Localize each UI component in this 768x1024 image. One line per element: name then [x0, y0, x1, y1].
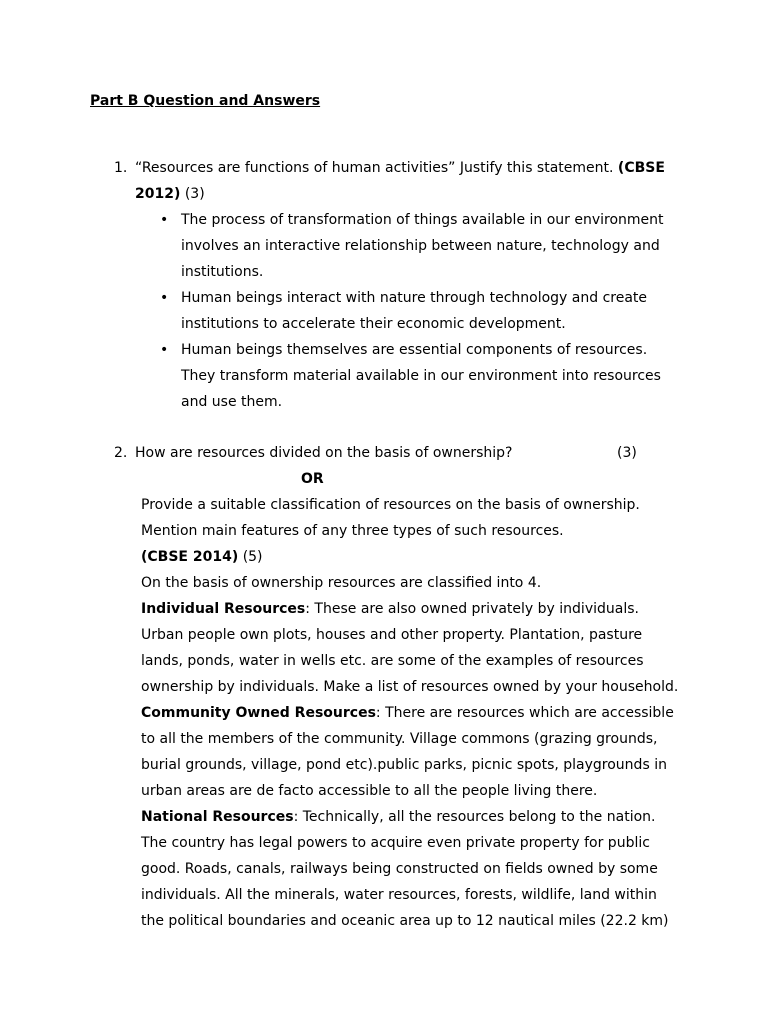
community-resources-line-1 [141, 704, 674, 722]
answer-1-bullet-1-line-3: institutions. [181, 264, 264, 280]
national-resources-title: National Resources [141, 809, 294, 825]
national-resources-line-5: the political boundaries and oceanic area up to 12 nautical miles (22.2 km) [141, 913, 669, 929]
answer-1-bullet-2-line-1: Human beings interact with nature through technology and create [181, 290, 648, 306]
national-resources-text: : Technically, all the resources belong to the nation. [293, 809, 656, 825]
bullet-icon: • [160, 342, 169, 358]
community-resources-title: Community Owned Resources [141, 705, 376, 721]
answer-1-bullet-1-line-2: involves an interactive relationship between nature, technology and [181, 238, 660, 254]
answer-2-intro: On the basis of ownership resources are classified into 4. [141, 575, 542, 591]
individual-resources-title: Individual Resources [141, 601, 306, 617]
question-2-number: 2. [114, 445, 128, 461]
page-heading: Part B Question and Answers [90, 93, 321, 109]
answer-1-bullet-3-line-2: They transform material available in our environment into resources [181, 368, 661, 384]
question-2-alt-line-2: Mention main features of any three types of such resources. [141, 523, 564, 539]
question-2-marks: (3) [617, 445, 637, 461]
individual-resources-line-3: lands, ponds, water in wells etc. are some of the examples of resources [141, 653, 644, 669]
individual-resources-line-1 [141, 600, 639, 618]
bullet-icon: • [160, 290, 169, 306]
question-2-source: (CBSE 2014) [141, 549, 239, 565]
or-divider: OR [301, 471, 324, 487]
individual-resources-line-2: Urban people own plots, houses and other property. Plantation, pasture [141, 627, 643, 643]
community-resources-line-4: urban areas are de facto accessible to all the people living there. [141, 783, 598, 799]
answer-1-bullet-3-line-1: Human beings themselves are essential components of resources. [181, 342, 648, 358]
question-1-source-b: 2012) [135, 186, 181, 202]
question-1-number: 1. [114, 160, 128, 176]
question-2-source-marks: (5) [242, 549, 263, 565]
question-2-alt-line-1: Provide a suitable classification of resources on the basis of ownership. [141, 497, 640, 513]
national-resources-line-3: good. Roads, canals, railways being constructed on fields owned by some [141, 861, 658, 877]
community-resources-line-2: to all the members of the community. Village commons (grazing grounds, [141, 731, 658, 747]
question-2-prompt: How are resources divided on the basis of ownership? [135, 445, 513, 461]
question-1-source-a: (CBSE [617, 160, 665, 176]
question-1-marks: (3) [184, 186, 205, 202]
question-1-prompt: “Resources are functions of human activities” Justify this statement. [135, 160, 614, 176]
question-2-source-line [141, 548, 263, 566]
individual-resources-text: : These are also owned privately by individuals. [305, 601, 639, 617]
answer-1-bullet-1-line-1: The process of transformation of things available in our environment [181, 212, 664, 228]
answer-1-bullet-3-line-3: and use them. [181, 394, 283, 410]
national-resources-line-4: individuals. All the minerals, water resources, forests, wildlife, land within [141, 887, 657, 903]
question-1-text-cont [135, 185, 205, 203]
national-resources-line-1 [141, 808, 655, 826]
community-resources-text: : There are resources which are accessible [375, 705, 674, 721]
individual-resources-line-4: ownership by individuals. Make a list of resources owned by your household. [141, 679, 679, 695]
national-resources-line-2: The country has legal powers to acquire even private property for public [141, 835, 650, 851]
community-resources-line-3: burial grounds, village, pond etc).public parks, picnic spots, playgrounds in [141, 757, 667, 773]
bullet-icon: • [160, 212, 169, 228]
question-1-text [135, 159, 665, 177]
answer-1-bullet-2-line-2: institutions to accelerate their economic development. [181, 316, 566, 332]
